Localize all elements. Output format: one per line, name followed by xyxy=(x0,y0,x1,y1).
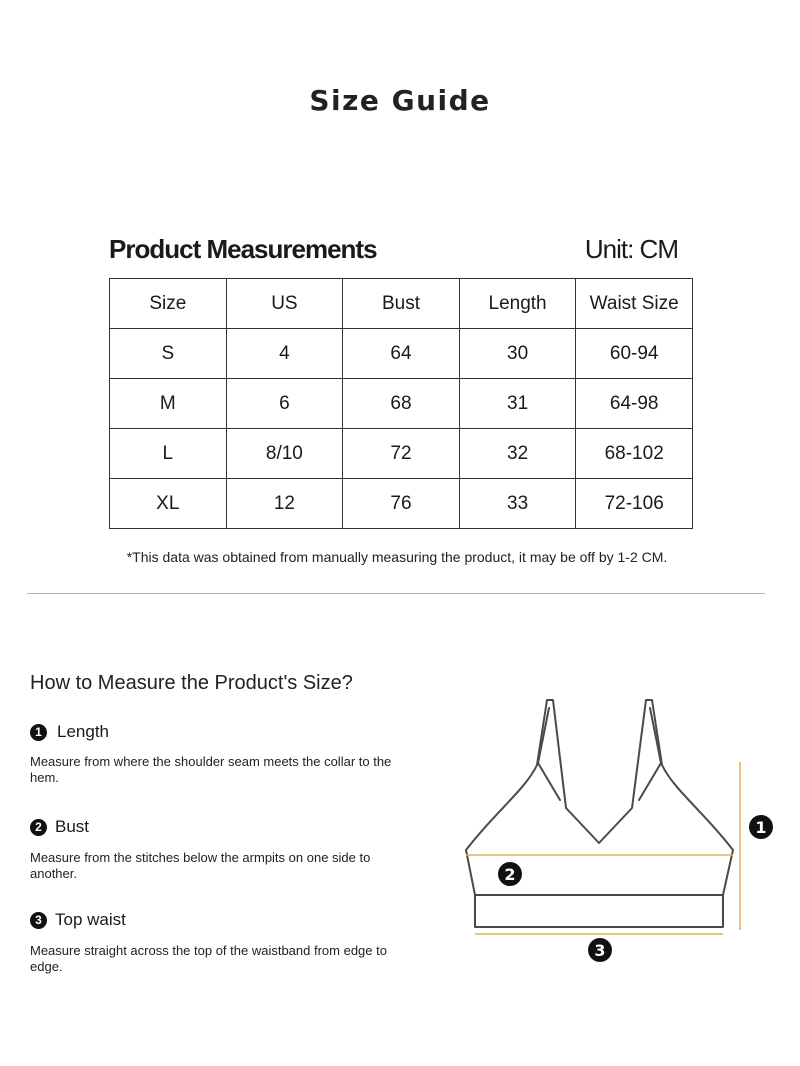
step-description: Measure straight across the top of the waistband from edge to edge. xyxy=(30,943,387,974)
table-row xyxy=(110,429,693,479)
unit-label: Unit: CM xyxy=(584,234,678,264)
step-description: Measure from the stitches below the armpits on one side to another. xyxy=(30,850,371,881)
step-label: Top waist xyxy=(55,910,126,929)
table-cell: 68 xyxy=(343,379,460,429)
table-cell: 64-98 xyxy=(576,379,693,429)
measurements-heading: Product Measurements xyxy=(109,234,377,264)
table-cell: 60-94 xyxy=(576,329,693,379)
column-header: Length xyxy=(459,279,576,329)
table-cell: 31 xyxy=(459,379,576,429)
step-label: Length xyxy=(57,722,109,741)
table-cell: XL xyxy=(110,479,227,529)
column-header: US xyxy=(226,279,343,329)
marker-one-icon xyxy=(749,815,773,839)
step-length xyxy=(30,722,109,742)
column-header: Bust xyxy=(343,279,460,329)
svg-text:3: 3 xyxy=(594,941,606,960)
table-cell: 76 xyxy=(343,479,460,529)
number-one-icon: 1 xyxy=(30,724,47,741)
svg-text:1: 1 xyxy=(755,818,767,837)
bra-measurement-diagram xyxy=(455,690,785,980)
table-cell: 72 xyxy=(343,429,460,479)
table-cell: 12 xyxy=(226,479,343,529)
table-cell: 68-102 xyxy=(576,429,693,479)
size-table xyxy=(109,278,693,529)
table-row xyxy=(110,379,693,429)
column-header: Waist Size xyxy=(576,279,693,329)
table-row xyxy=(110,479,693,529)
garment-outline xyxy=(466,700,733,927)
left-strap xyxy=(538,708,560,800)
table-cell: 6 xyxy=(226,379,343,429)
number-three-icon: 3 xyxy=(30,912,47,929)
table-cell: 8/10 xyxy=(226,429,343,479)
marker-three-icon xyxy=(588,938,612,962)
table-cell: 33 xyxy=(459,479,576,529)
table-cell: 30 xyxy=(459,329,576,379)
table-cell: M xyxy=(110,379,227,429)
table-cell: 32 xyxy=(459,429,576,479)
table-row xyxy=(110,329,693,379)
svg-text:2: 2 xyxy=(504,865,516,884)
page-title: Size Guide xyxy=(309,84,491,117)
table-cell: 64 xyxy=(343,329,460,379)
table-cell: S xyxy=(110,329,227,379)
table-header-row xyxy=(110,279,693,329)
marker-two-icon xyxy=(498,862,522,886)
number-two-icon: 2 xyxy=(30,819,47,836)
table-cell: 72-106 xyxy=(576,479,693,529)
column-header: Size xyxy=(110,279,227,329)
step-top-waist xyxy=(30,910,126,930)
step-bust xyxy=(30,817,89,837)
table-cell: 4 xyxy=(226,329,343,379)
step-description: Measure from where the shoulder seam meets the collar to the hem. xyxy=(30,754,392,785)
step-label: Bust xyxy=(55,817,90,836)
table-cell: L xyxy=(110,429,227,479)
measurement-note: *This data was obtained from manually measuring the product, it may be off by 1-2 CM. xyxy=(126,549,668,565)
howto-heading: How to Measure the Product's Size? xyxy=(30,672,353,694)
section-divider xyxy=(27,593,765,594)
